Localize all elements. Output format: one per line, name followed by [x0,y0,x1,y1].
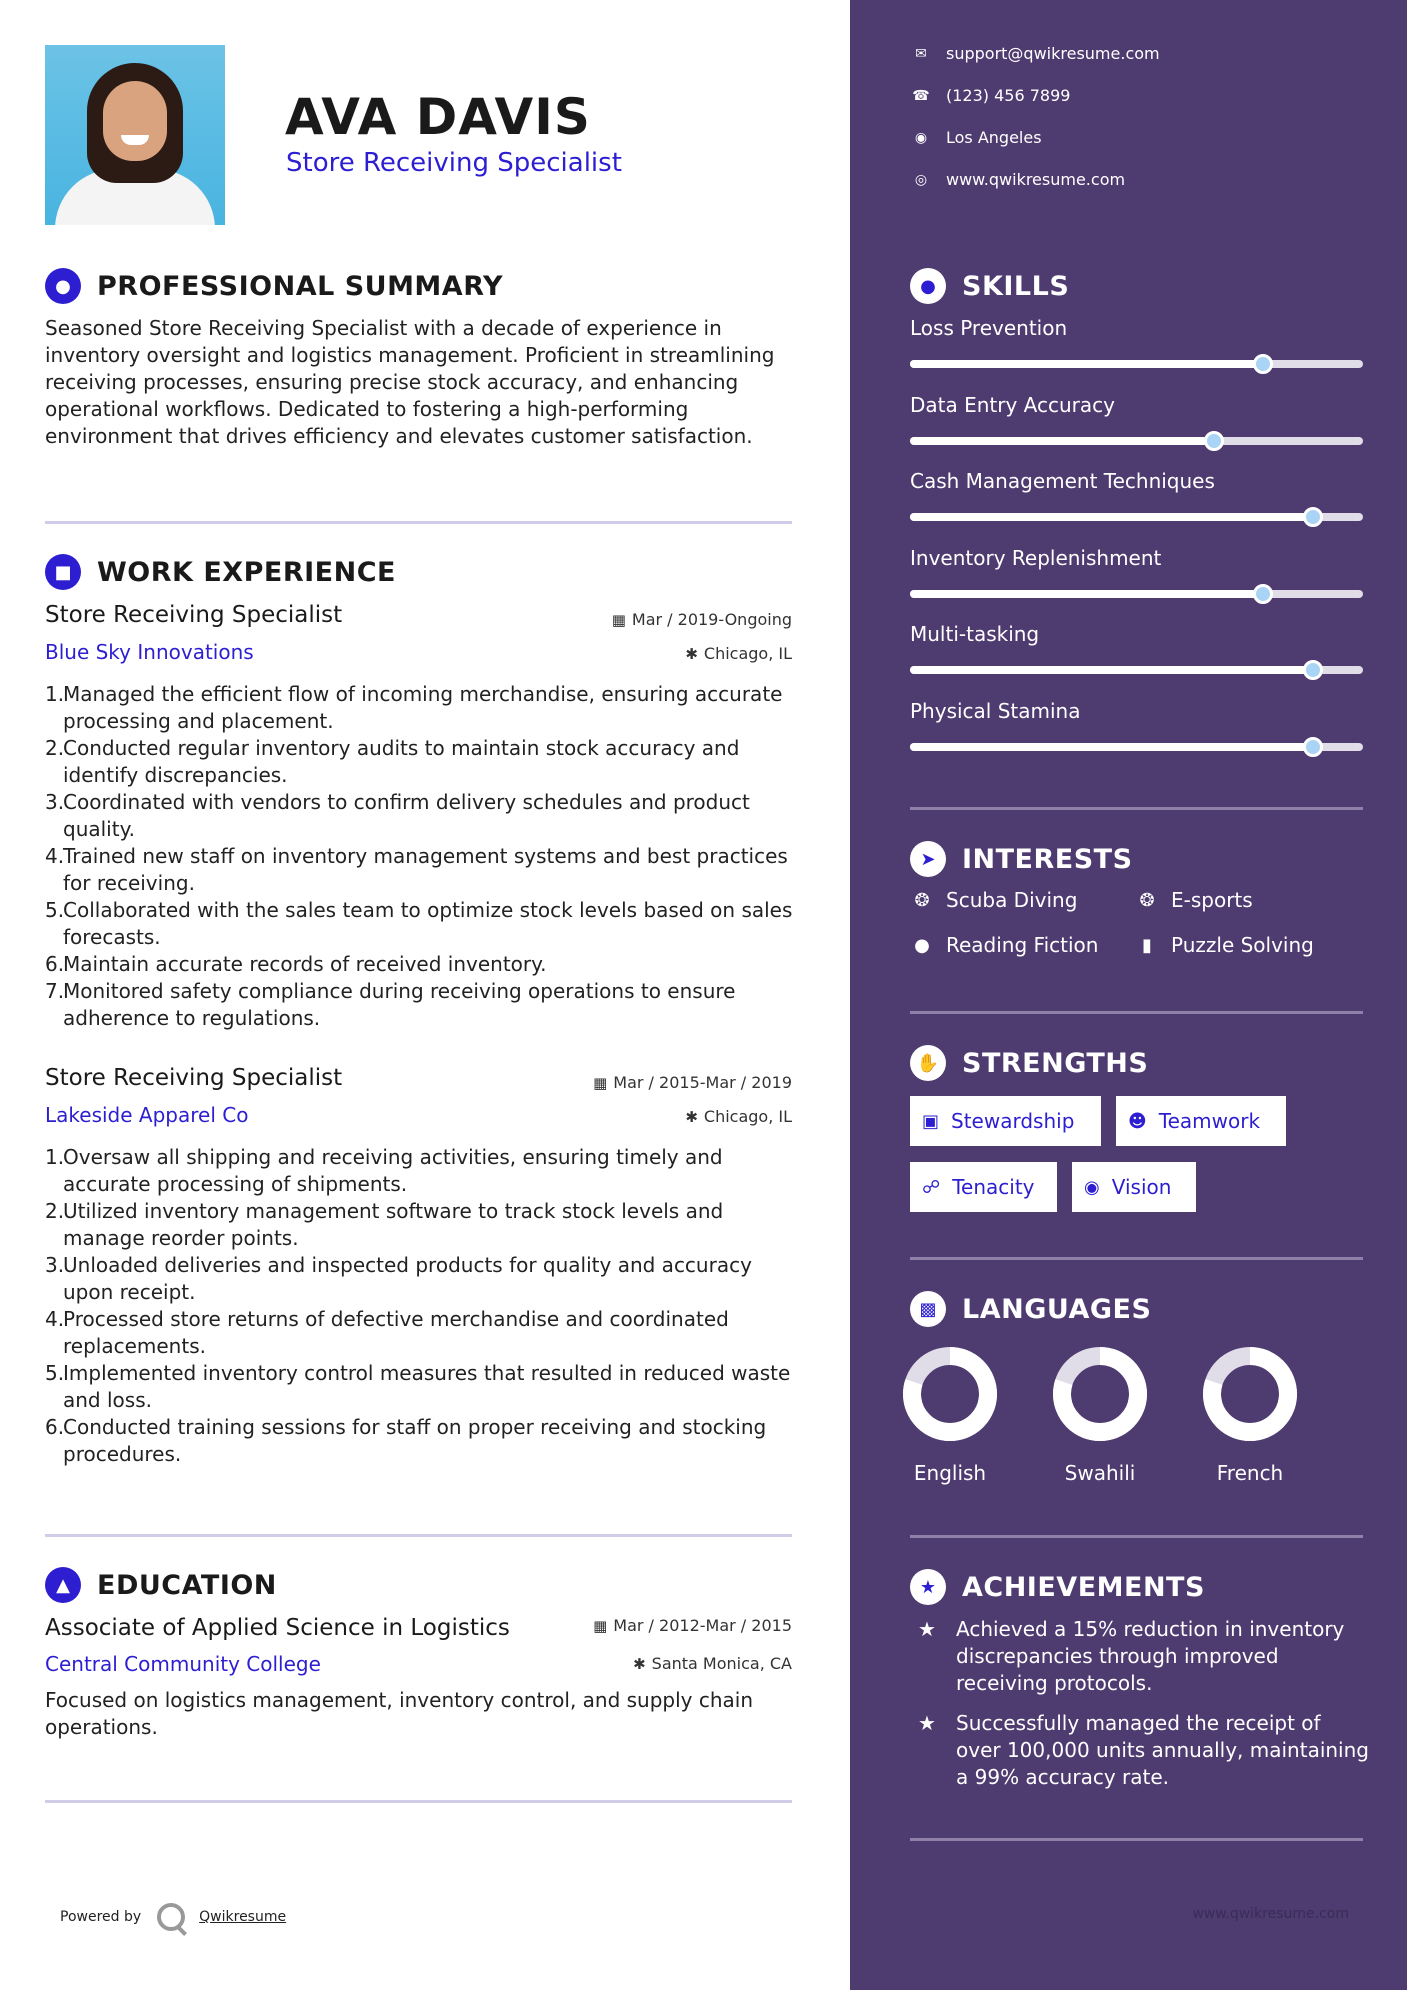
interest-item: ❂ E-sports [1135,888,1253,912]
skill-level-fill [910,513,1313,521]
qwikresume-link[interactable]: Qwikresume [199,1909,287,1925]
briefcase-icon: ▣ [922,1110,940,1132]
language-name: Swahili [1064,1461,1136,1485]
education-heading [45,1567,277,1603]
skill-level-fill [910,590,1263,598]
life-ring-icon: ❂ [914,889,930,911]
summary-heading-text: PROFESSIONAL SUMMARY [97,270,504,302]
list-item: 1. Managed the efficient flow of incoming merchandise, ensuring accurate processing and placement. [45,682,783,733]
list-item: 2. Conducted regular inventory audits to maintain stock accuracy and identify discrepancies. [45,736,740,787]
work-heading [45,554,396,590]
star-icon: ★ [918,1617,936,1641]
lightbulb-icon: ● [910,268,946,304]
footer-url[interactable]: www.qwikresume.com [1192,1906,1349,1922]
section-divider [910,1257,1363,1260]
job-title: Store Receiving Specialist [45,1065,343,1091]
skill-level-bar [910,590,1363,598]
skill-level-fill [910,360,1263,368]
skill-name: Loss Prevention [910,316,1068,340]
powered-by-label: Powered by [60,1909,142,1925]
interest-item: ❂ Scuba Diving [910,888,1077,912]
job-location: ✱ Chicago, IL [685,644,792,663]
calendar-icon: ▦ [611,611,626,629]
book-icon: ▮ [1142,934,1152,956]
list-item: 4. Processed store returns of defective merchandise and coordinated replacements. [45,1307,729,1358]
interests-heading [910,841,1133,877]
languages-heading [910,1291,1151,1327]
interest-item: ● Reading Fiction [910,933,1098,957]
calendar-icon: ▦ [593,1617,608,1635]
job-company: Blue Sky Innovations [45,640,254,664]
skills-heading [910,268,1069,304]
language-level-ring [1053,1347,1147,1441]
section-divider [910,807,1363,810]
education-date: ▦ Mar / 2012-Mar / 2015 [593,1616,792,1635]
link-icon: ☍ [922,1176,941,1198]
job-date: ▦ Mar / 2015-Mar / 2019 [593,1073,792,1092]
job-bullets [45,681,795,1032]
job-date: ▦ Mar / 2019-Ongoing [611,610,792,629]
skill-name: Data Entry Accuracy [910,392,1115,417]
skill-level-knob [1303,737,1323,757]
language-item [1185,1347,1315,1485]
skill-level-bar [910,666,1363,674]
skill-name: Cash Management Techniques [910,469,1215,493]
list-item: 3. Coordinated with vendors to confirm delivery schedules and product quality. [45,790,750,841]
gamepad-icon: ● [914,934,930,956]
section-divider [45,521,792,524]
skill-level-bar [910,743,1363,751]
chair-icon: ■ [45,554,81,590]
contact-location: ◉ Los Angeles [910,128,1042,147]
profile-photo [45,45,225,225]
achievement-item: ★ Successfully managed the receipt of over 100,000 units annually, maintaining a 99% accuracy rate. [910,1710,1370,1791]
degree-title: Associate of Applied Science in Logistics [45,1615,510,1641]
job-bullets [45,1144,795,1468]
language-item [1035,1347,1165,1485]
section-divider [45,1800,792,1803]
language-item [885,1347,1015,1485]
phone-icon: ☎ [912,87,930,104]
skill-level-knob [1253,584,1273,604]
list-item: 4. Trained new staff on inventory management systems and best practices for receiving. [45,844,788,895]
work-heading-text: WORK EXPERIENCE [97,556,396,588]
envelope-icon: ✉ [915,45,927,62]
job-company: Lakeside Apparel Co [45,1103,249,1127]
achievements-heading [910,1569,1205,1605]
fist-icon: ✋ [910,1045,946,1081]
star-icon: ★ [918,1711,936,1735]
map-marker-icon: ◉ [914,129,928,146]
job-location: ✱ Chicago, IL [685,1107,792,1126]
skill-level-bar [910,437,1363,445]
users-icon: ☻ [1128,1110,1147,1132]
calendar-icon: ▦ [593,1074,608,1092]
qwikresume-logo-icon [157,1903,185,1931]
section-divider [45,1534,792,1537]
skill-name: Inventory Replenishment [910,545,1162,570]
pin-icon: ✱ [633,1655,646,1673]
skill-level-knob [1303,507,1323,527]
skill-level-fill [910,666,1313,674]
skills-heading-text: SKILLS [962,270,1070,302]
paper-plane-icon: ➤ [910,841,946,877]
contact-phone: ☎ (123) 456 7899 [910,86,1070,105]
list-item: 5. Collaborated with the sales team to optimize stock levels based on sales forecasts. [45,898,793,949]
job-title: Store Receiving Specialist [45,602,343,628]
skill-name: Physical Stamina [910,698,1081,723]
summary-heading [45,268,503,304]
achievements-heading-text: ACHIEVEMENTS [962,1571,1205,1603]
language-level-ring [903,1347,997,1441]
interests-heading-text: INTERESTS [962,843,1133,875]
list-item: 1. Oversaw all shipping and receiving activities, ensuring timely and accurate processing of shipments. [45,1145,723,1196]
star-badge-icon: ★ [910,1569,946,1605]
skill-name: Multi-tasking [910,622,1040,646]
list-item: 7. Monitored safety compliance during receiving operations to ensure adherence to regulations. [45,979,736,1030]
skill-level-fill [910,437,1214,445]
language-name: French [1216,1461,1284,1485]
languages-heading-text: LANGUAGES [962,1293,1152,1325]
binoculars-icon: ◉ [1084,1176,1100,1198]
candidate-title: Store Receiving Specialist [286,148,622,178]
contact-website: ◎ www.qwikresume.com [910,170,1125,189]
interest-item: ▮ Puzzle Solving [1135,933,1314,957]
skill-level-knob [1303,660,1323,680]
candidate-name: AVA DAVIS [285,88,591,146]
powered-by [60,1903,286,1931]
language-icon: ▩ [910,1291,946,1327]
strength-badge: ◉ Vision [1072,1162,1196,1212]
list-item: 5. Implemented inventory control measures that resulted in reduced waste and loss. [45,1361,791,1412]
sidebar [850,0,1407,1990]
skill-level-knob [1204,431,1224,451]
strength-badge: ☻ Teamwork [1116,1096,1286,1146]
achievement-item: ★ Achieved a 15% reduction in inventory discrepancies through improved receiving protocols. [910,1616,1370,1697]
skill-level-bar [910,513,1363,521]
contact-email: ✉ support@qwikresume.com [910,44,1160,63]
strength-badge: ▣ Stewardship [910,1096,1101,1146]
list-item: 3. Unloaded deliveries and inspected products for quality and accuracy upon receipt. [45,1253,752,1304]
summary-text: Seasoned Store Receiving Specialist with a decade of experience in inventory oversight and logistics management. Proficient in streamlining receiving processes, ensuring precise stock accuracy, and enhancing operational workflows. Dedicated to fostering a high-performing environment that drives efficiency and elevates customer satisfaction. [45,316,775,448]
list-item: 6. Conducted training sessions for staff on proper receiving and stocking procedures. [45,1415,767,1466]
section-divider [910,1838,1363,1841]
user-icon: ● [45,268,81,304]
skill-level-knob [1253,354,1273,374]
list-item: 2. Utilized inventory management software to track stock levels and manage reorder points. [45,1199,724,1250]
education-location: ✱ Santa Monica, CA [633,1654,792,1673]
graduation-cap-icon: ▲ [45,1567,81,1603]
skill-level-fill [910,743,1313,751]
life-ring-icon: ❂ [1139,889,1155,911]
education-description: Focused on logistics management, inventory control, and supply chain operations. [45,1688,754,1739]
language-level-ring [1203,1347,1297,1441]
section-divider [910,1011,1363,1014]
language-name: English [913,1461,987,1485]
strengths-heading [910,1045,1148,1081]
skill-level-bar [910,360,1363,368]
globe-icon: ◎ [914,171,928,188]
pin-icon: ✱ [685,645,698,663]
strengths-heading-text: STRENGTHS [962,1047,1149,1079]
section-divider [910,1535,1363,1538]
pin-icon: ✱ [685,1108,698,1126]
school-name: Central Community College [45,1652,321,1676]
strength-badge: ☍ Tenacity [910,1162,1057,1212]
education-heading-text: EDUCATION [97,1569,277,1601]
list-item: 6. Maintain accurate records of received inventory. [45,952,547,976]
